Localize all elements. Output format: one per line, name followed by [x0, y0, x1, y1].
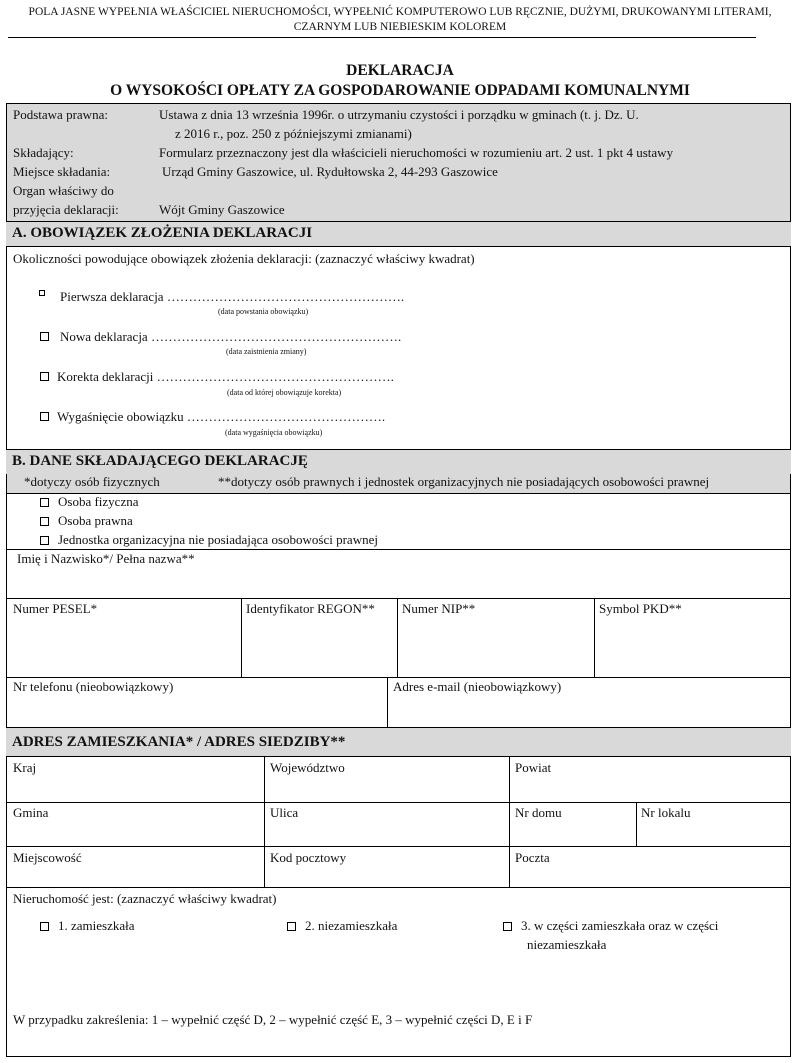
- podstawa-label: Podstawa prawna:: [13, 107, 108, 122]
- hint-korekta: (data od której obowiązuje korekta): [227, 388, 342, 397]
- section-b-heading: B. DANE SKŁADAJĄCEGO DEKLARACJĘ: [6, 449, 791, 475]
- pesel-field-label[interactable]: Numer PESEL*: [13, 601, 98, 616]
- name-field-label[interactable]: Imię i Nazwisko*/ Pełna nazwa**: [17, 551, 195, 566]
- skladajacy-label: Składający:: [13, 145, 74, 160]
- nip-field-label[interactable]: Numer NIP**: [402, 601, 476, 616]
- form-subtitle: O WYSOKOŚCI OPŁATY ZA GOSPODAROWANIE ODPADAMI KOMUNALNYMI: [110, 82, 690, 99]
- podstawa-value-cont: z 2016 r., poz. 250 z późniejszymi zmianami): [175, 126, 412, 141]
- podstawa-value: Ustawa z dnia 13 września 1996r. o utrzymaniu czystości i porządku w gminach (t. j. Dz. U.: [159, 107, 639, 122]
- type-osoba-prawna: Osoba prawna: [58, 513, 133, 528]
- ulica-field-label[interactable]: Ulica: [270, 805, 299, 820]
- property-instruction: W przypadku zakreślenia: 1 – wypełnić część D, 2 – wypełnić część E, 3 – wypełnić części D, E i F: [13, 1012, 533, 1027]
- organ-value: Wójt Gminy Gaszowice: [159, 202, 285, 217]
- property-opt2: 2. niezamieszkała: [305, 918, 398, 933]
- section-a-heading: A. OBOWIĄZEK ZŁOŻENIA DEKLARACJI: [6, 221, 791, 247]
- form-title: DEKLARACJA: [346, 62, 454, 79]
- checkbox-osoba-prawna[interactable]: [40, 517, 49, 526]
- checkbox-niezamieszkala[interactable]: [287, 922, 296, 931]
- checkbox-nowa[interactable]: [40, 332, 49, 341]
- option-korekta: Korekta deklaracji ……………………………………………….: [57, 369, 394, 384]
- gmina-field-label[interactable]: Gmina: [13, 805, 49, 820]
- option-pierwsza: Pierwsza deklaracja ……………………………………………….: [60, 289, 405, 304]
- checkbox-czesciowo[interactable]: [503, 922, 512, 931]
- phone-field-label[interactable]: Nr telefonu (nieobowiązkowy): [13, 679, 174, 694]
- pkd-field-label[interactable]: Symbol PKD**: [599, 601, 682, 616]
- note-physical: *dotyczy osób fizycznych: [24, 474, 160, 489]
- header-note-line2: CZARNYM LUB NIEBIESKIM KOLOREM: [293, 21, 507, 33]
- checkbox-osoba-fizyczna[interactable]: [40, 498, 49, 507]
- header-note-line1: POLA JASNE WYPEŁNIA WŁAŚCICIEL NIERUCHOMOŚCI, WYPEŁNIĆ KOMPUTEROWO LUB RĘCZNIE, DUŻYMI, DRUKOWANYMI LITERAMI,: [28, 6, 772, 18]
- type-osoba-fizyczna: Osoba fizyczna: [58, 494, 139, 509]
- property-question: Nieruchomość jest: (zaznaczyć właściwy kwadrat): [13, 891, 277, 906]
- organ-label-cont: przyjęcia deklaracji:: [13, 202, 119, 217]
- type-jednostka: Jednostka organizacyjna nie posiadająca osobowości prawnej: [58, 532, 378, 547]
- property-opt3-cont: niezamieszkała: [527, 937, 607, 952]
- option-nowa: Nowa deklaracja ………………………………………………….: [60, 329, 402, 344]
- nr-lokalu-field-label[interactable]: Nr lokalu: [641, 805, 691, 820]
- miejsce-value: Urząd Gminy Gaszowice, ul. Rydułtowska 2, 44-293 Gaszowice: [162, 164, 498, 179]
- miejsce-label: Miejsce składania:: [13, 164, 111, 179]
- powiat-field-label[interactable]: Powiat: [515, 760, 552, 775]
- checkbox-korekta[interactable]: [40, 372, 49, 381]
- checkbox-zamieszkala[interactable]: [40, 922, 49, 931]
- hint-pierwsza: (data powstania obowiązku): [218, 307, 309, 316]
- kraj-field-label[interactable]: Kraj: [13, 760, 37, 775]
- regon-field-label[interactable]: Identyfikator REGON**: [246, 601, 375, 616]
- checkbox-pierwsza[interactable]: [39, 290, 45, 296]
- hint-nowa: (data zaistnienia zmiany): [226, 347, 307, 356]
- email-field-label[interactable]: Adres e-mail (nieobowiązkowy): [393, 679, 562, 694]
- organ-label: Organ właściwy do: [13, 183, 114, 198]
- checkbox-wygasniecie[interactable]: [40, 412, 49, 421]
- property-opt3: 3. w części zamieszkała oraz w części: [521, 918, 719, 933]
- kod-field-label[interactable]: Kod pocztowy: [270, 850, 347, 865]
- header-divider: [8, 37, 756, 38]
- miejscowosc-field-label[interactable]: Miejscowość: [13, 850, 82, 865]
- poczta-field-label[interactable]: Poczta: [515, 850, 550, 865]
- address-heading: ADRES ZAMIESZKANIA* / ADRES SIEDZIBY**: [6, 727, 791, 757]
- hint-wygasniecie: (data wygaśnięcia obowiązku): [225, 428, 323, 437]
- wojewodztwo-field-label[interactable]: Województwo: [270, 760, 345, 775]
- property-opt1: 1. zamieszkała: [58, 918, 135, 933]
- nr-domu-field-label[interactable]: Nr domu: [515, 805, 562, 820]
- section-a-intro: Okoliczności powodujące obowiązek złożenia deklaracji: (zaznaczyć właściwy kwadrat): [13, 251, 475, 266]
- option-wygasniecie: Wygaśnięcie obowiązku ……………………………………….: [57, 409, 386, 424]
- checkbox-jednostka[interactable]: [40, 536, 49, 545]
- skladajacy-value: Formularz przeznaczony jest dla właścicieli nieruchomości w rozumieniu art. 2 ust. 1 pkt 4 ustawy: [159, 145, 674, 160]
- note-legal: **dotyczy osób prawnych i jednostek organizacyjnych nie posiadających osobowości prawnej: [218, 474, 710, 489]
